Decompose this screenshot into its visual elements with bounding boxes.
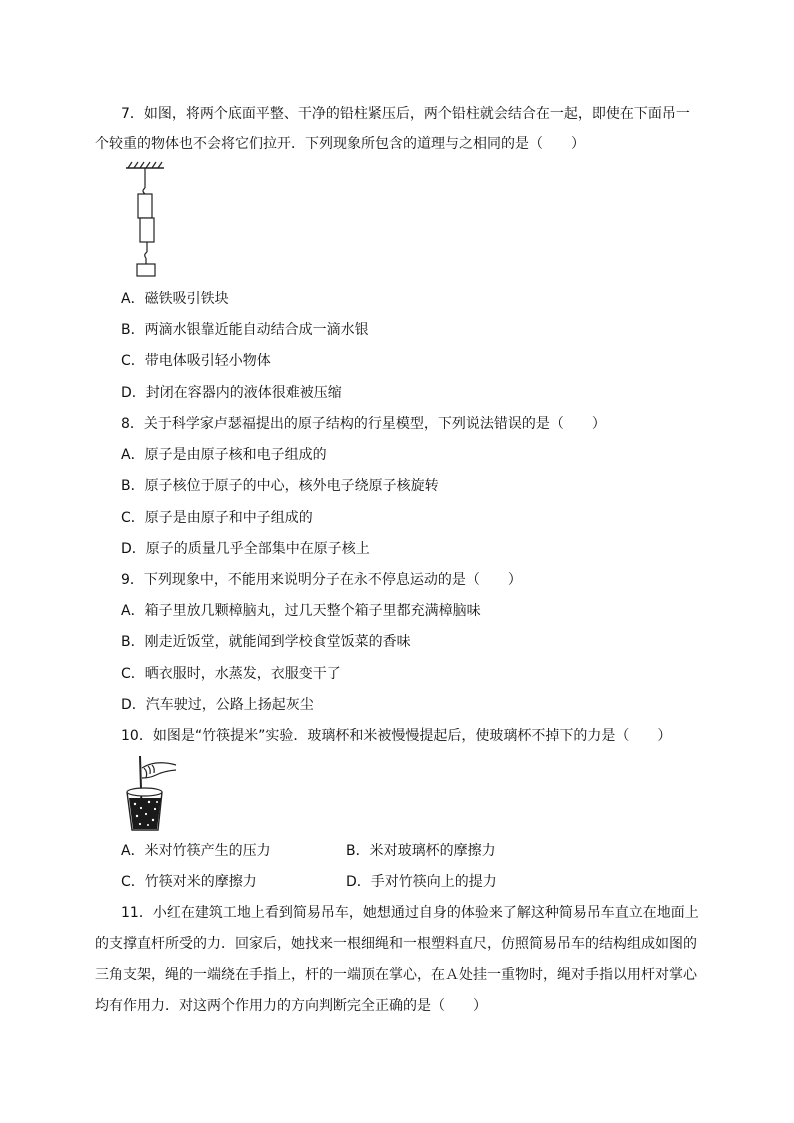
q9-option-b: B．刚走近饭堂，就能闻到学校食堂饭菜的香味	[121, 634, 411, 650]
q11-line1: 11．小红在建筑工地上看到简易吊车，她想通过自身的体验来了解这种简易吊车直立在地面上	[121, 905, 699, 921]
q7-option-c: C．带电体吸引轻小物体	[121, 353, 271, 369]
q8-option-b: B．原子核位于原子的中心，核外电子绕原子核旋转	[121, 478, 439, 494]
q11-line3: 三角支架，绳的一端绕在手指上，杆的一端顶在掌心，在Ａ处挂一重物时，绳对手指以用杆对掌心	[95, 967, 697, 983]
q8-option-c: C．原子是由原子和中子组成的	[121, 510, 313, 526]
q9-option-a: A．箱子里放几颗樟脑丸，过几天整个箱子里都充满樟脑味	[121, 603, 481, 619]
q10-option-d: D．手对竹筷向上的提力	[346, 874, 497, 890]
q9-stem: 9．下列现象中，不能用来说明分子在永不停息运动的是（ ）	[121, 572, 522, 588]
chopstick-rice-figure	[122, 752, 180, 834]
q9-option-d: D．汽车驶过，公路上扬起灰尘	[121, 697, 314, 713]
q8-option-a: A．原子是由原子核和电子组成的	[121, 447, 327, 463]
q11-line4: 均有作用力．对这两个作用力的方向判断完全正确的是（ ）	[95, 998, 487, 1014]
q11-line2: 的支撑直杆所受的力．回家后，她找来一根细绳和一根塑料直尺，仿照简易吊车的结构组成如图的	[95, 936, 697, 952]
q7-option-d: D．封闭在容器内的液体很难被压缩	[121, 385, 342, 401]
q8-option-d: D．原子的质量几乎全部集中在原子核上	[121, 541, 370, 557]
q9-option-c: C．晒衣服时，水蒸发，衣服变干了	[121, 666, 341, 682]
q8-stem: 8．关于科学家卢瑟福提出的原子结构的行星模型，下列说法错误的是（ ）	[121, 416, 606, 432]
q10-option-a: A．米对竹筷产生的压力	[121, 843, 271, 859]
q7-option-b: B．两滴水银靠近能自动结合成一滴水银	[121, 322, 369, 338]
q10-option-b: B．米对玻璃杯的摩擦力	[346, 843, 496, 859]
lead-cylinders-figure	[120, 160, 170, 282]
q10-option-c: C．竹筷对米的摩擦力	[121, 874, 257, 890]
q7-stem-line2: 个较重的物体也不会将它们拉开．下列现象所包含的道理与之相同的是（ ）	[95, 136, 585, 152]
q7-option-a: A．磁铁吸引铁块	[121, 291, 229, 307]
q7-stem-line1: 7．如图，将两个底面平整、干净的铅柱紧压后，两个铅柱就会结合在一起，即使在下面吊一	[121, 106, 690, 122]
q10-stem: 10．如图是“竹筷提米”实验．玻璃杯和米被慢慢提起后，使玻璃杯不掉下的力是（ ）	[121, 728, 672, 744]
